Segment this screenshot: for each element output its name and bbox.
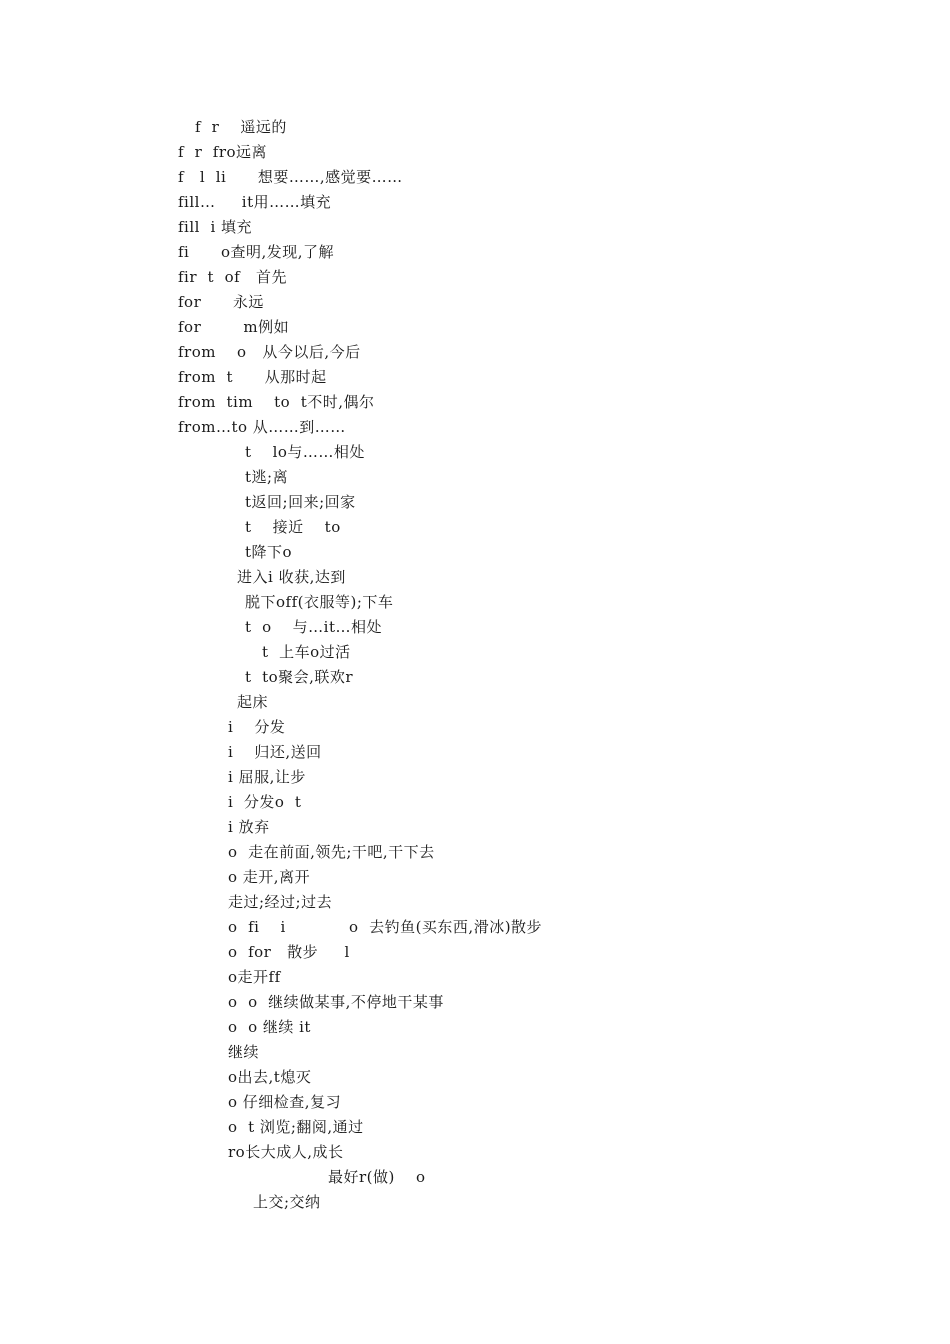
entry-line: o出去,t熄灭: [228, 1068, 312, 1086]
entry-line: 走过;经过;过去: [228, 893, 333, 911]
entry-line: t 接近 to: [245, 518, 341, 536]
entry-line: 起床: [237, 693, 269, 711]
entry-line: fi o查明,发现,了解: [178, 243, 335, 261]
entry-line: from o 从今以后,今后: [178, 343, 361, 361]
entry-line: o fi i o 去钓鱼(买东西,滑冰)散步: [228, 918, 543, 936]
entry-line: i 屈服,让步: [228, 768, 306, 786]
entry-line: 继续: [228, 1043, 260, 1061]
entry-line: i 放弃: [228, 818, 270, 836]
entry-line: t降下o: [245, 543, 293, 561]
entry-line: o t 浏览;翻阅,通过: [228, 1118, 364, 1136]
entry-line: t逃;离: [245, 468, 289, 486]
entry-line: o走开ff: [228, 968, 281, 986]
entry-line: for m例如: [178, 318, 290, 336]
entry-line: i 分发o t: [228, 793, 302, 811]
entry-line: t o 与…it…相处: [245, 618, 382, 636]
entry-line: 脱下off(衣服等);下车: [245, 593, 394, 611]
entry-line: f r 遥远的: [195, 118, 287, 136]
entry-line: t 上车o过活: [262, 643, 351, 661]
entry-line: t返回;回来;回家: [245, 493, 356, 511]
entry-line: i 归还,送回: [228, 743, 322, 761]
entry-line: o o 继续 it: [228, 1018, 311, 1036]
entry-line: fir t of 首先: [178, 268, 288, 286]
entry-line: o o 继续做某事,不停地干某事: [228, 993, 444, 1011]
entry-line: f l li 想要……,感觉要……: [178, 168, 403, 186]
entry-line: o 仔细检查,复习: [228, 1093, 342, 1111]
entry-line: from…to 从……到……: [178, 418, 346, 436]
entry-line: 进入i 收获,达到: [237, 568, 346, 586]
entry-line: t to聚会,联欢r: [245, 668, 354, 686]
entry-line: o 走在前面,领先;干吧,干下去: [228, 843, 435, 861]
entry-line: 上交;交纳: [253, 1193, 321, 1211]
entry-line: from tim to t不时,偶尔: [178, 393, 375, 411]
entry-line: t lo与……相处: [245, 443, 365, 461]
entry-line: fill… it用……填充: [178, 193, 332, 211]
entry-line: o 走开,离开: [228, 868, 311, 886]
entry-line: i 分发: [228, 718, 286, 736]
entry-line: 最好r(做) o: [328, 1168, 426, 1186]
entry-line: for 永远: [178, 293, 264, 311]
entry-line: f r fro远离: [178, 143, 268, 161]
entry-line: fill i 填充: [178, 218, 253, 236]
entry-line: o for 散步 l: [228, 943, 350, 961]
entry-line: ro长大成人,成长: [228, 1143, 344, 1161]
entry-line: from t 从那时起: [178, 368, 327, 386]
